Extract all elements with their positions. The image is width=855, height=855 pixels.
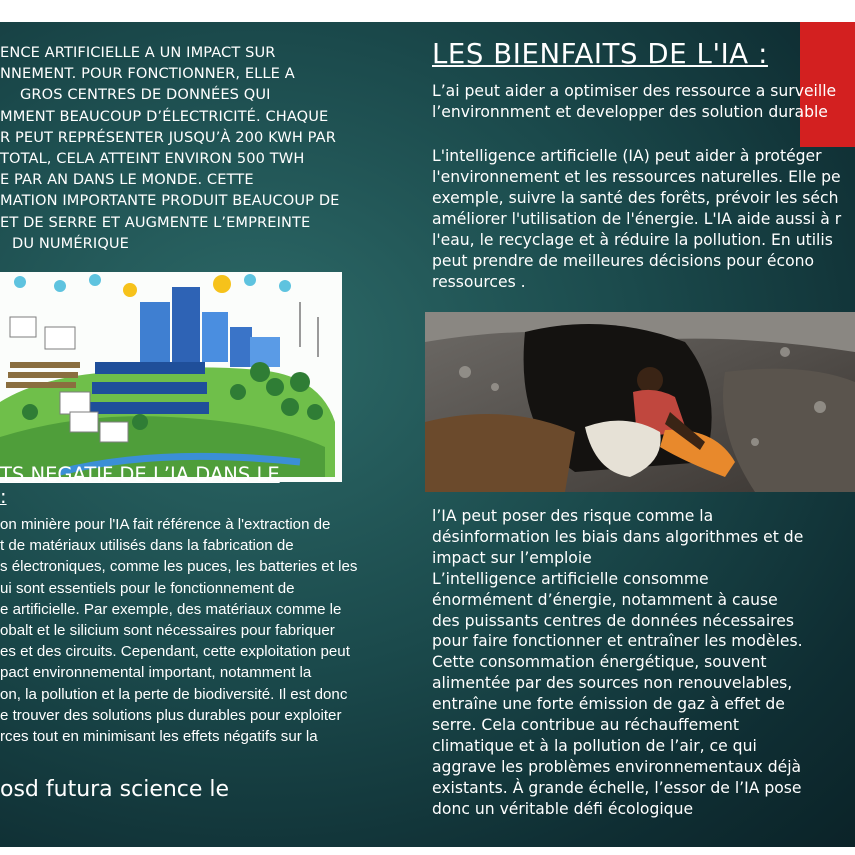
risks-paragraph: l’IA peut poser des risque comme la désinformation les biais dans algorithmes et de impact sur l’emploie L’intelligence artificielle consomme énormément d’énergie, notamment à cause des puissants centres de données nécessaires pour faire fonctionner et entraîner les modèles. Cette consommation énergétique, souvent alimentée par des sources non renouvelables, entraîne une forte émission de gaz à effet de serre. Cela contribue au réchauffement climatique et à la pollution de l’air, ce qui aggrave les problèmes environnementaux déjà existants. À grande échelle, l’essor de l’IA pose donc un véritable défi écologique — [432, 507, 804, 818]
benefits-title: LES BIENFAITS DE L'IA : — [432, 38, 768, 70]
eco-city-illustration — [0, 272, 342, 482]
benefits-paragraph: L'intelligence artificielle (IA) peut aider à protéger l'environnement et les ressources naturelles. Elle pe exemple, suivre la santé des forêts, prévoir les séch améliorer l'utilisation de l'énergie. L'IA aide aussi à r l'eau, le recyclage et à réduire la pollution. En utilis peut prendre de meilleures décisions pour écono ressources . — [432, 147, 842, 291]
source-credit: osd futura science le — [0, 777, 230, 802]
benefits-intro: L’ai peut aider a optimiser des ressource a surveille l’environnment et developper des solution durable — [432, 82, 837, 121]
mining-paragraph: on minière pour l'IA fait référence à l'extraction de t de matériaux utilisés dans la fabrication de s électroniques, comme les puces, les batteries et les ui sont essentiels pour le fonctionnement de e artificielle. Par exemple, des matériaux comme le obalt et le silicium sont nécessaires pour fabriquer es et des circuits. Cependant, cette exploitation peut pact environnemental important, notamment la on, la pollution et la perte de biodiversité. Il est donc e trouver des solutions plus durables pour exploiter rces tout en minimisant les effets négatifs sur la — [0, 516, 358, 746]
mining-photo — [425, 312, 855, 492]
left-intro-text: ENCE ARTIFICIELLE A UN IMPACT SUR NNEMENT. POUR FONCTIONNER, ELLE A GROS CENTRES DE DONNÉES QUI MMENT BEAUCOUP D’ÉLECTRICITÉ. CHAQUE R PEUT REPRÉSENTER JUSQU’À 200 KWH PAR TOTAL, CELA ATTEINT ENVIRON 500 TWH E PAR AN DANS LE MONDE. CETTE MATION IMPORTANTE PRODUIT BEAUCOUP DE ET DE SERRE ET AUGMENTE L’EMPREINTE DU NUMÉRIQUE — [0, 44, 340, 252]
poster — [0, 22, 855, 847]
negative-effects-title: TS NEGATIF DE L’IA DANS LE : — [0, 463, 280, 508]
